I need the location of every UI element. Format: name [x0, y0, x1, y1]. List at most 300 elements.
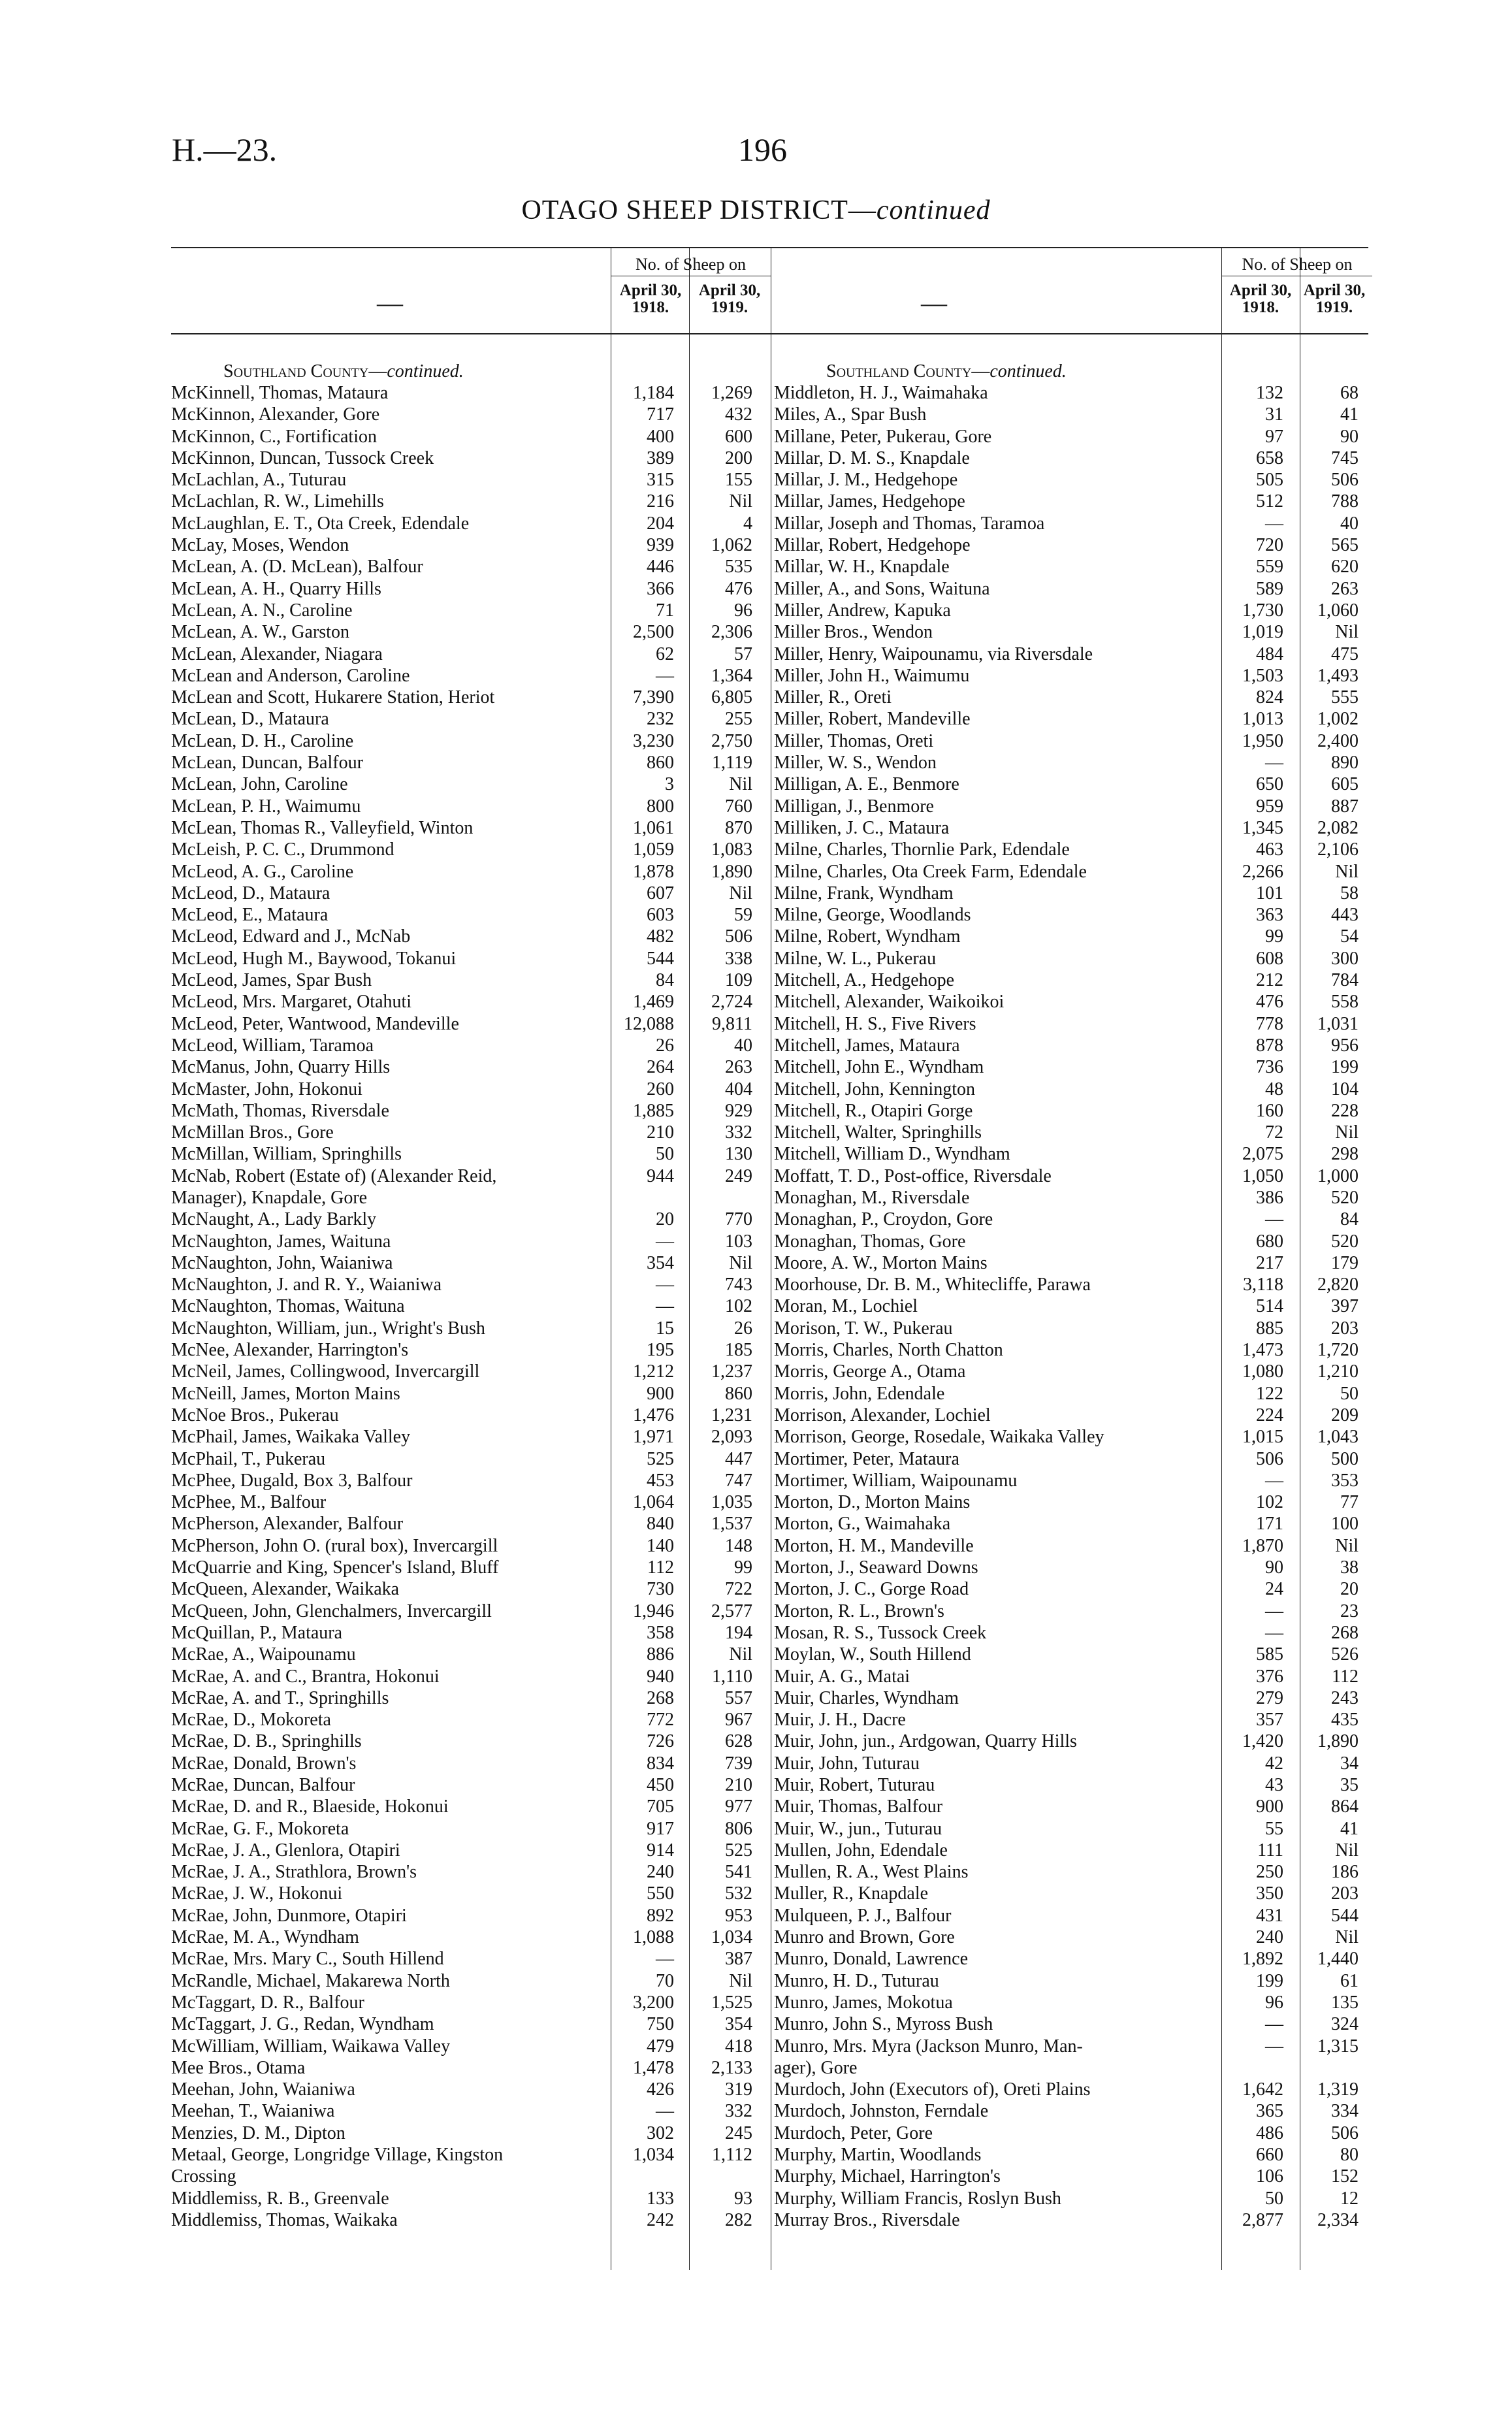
table-row: [774, 1165, 1368, 1187]
owner-name: Muir, John, Tuturau: [774, 1753, 920, 1774]
table-row: [171, 687, 867, 708]
sheep-1919: 61: [1340, 1970, 1359, 1991]
left-section-label: Southland County—: [223, 361, 387, 382]
owner-name: Middlemiss, R. B., Greenvale: [171, 2188, 389, 2209]
sheep-1919: 1,231: [711, 1405, 752, 1425]
sheep-1919: 96: [734, 600, 752, 621]
sheep-1919: 555: [1331, 687, 1359, 708]
owner-name: Mitchell, James, Mataura: [774, 1035, 960, 1056]
owner-name: McPherson, Alexander, Balfour: [171, 1514, 404, 1535]
sheep-1918: 940: [647, 1666, 674, 1687]
sheep-1919: 130: [725, 1144, 752, 1165]
sheep-1918: 302: [647, 2122, 674, 2143]
table-row: [171, 1079, 867, 1100]
owner-name: Muir, Robert, Tuturau: [774, 1775, 935, 1795]
owner-name: McLeod, James, Spar Bush: [171, 970, 372, 991]
owner-name: McPhail, James, Waikaka Valley: [171, 1427, 411, 1448]
owner-name: Moffatt, T. D., Post-office, Riversdale: [774, 1165, 1052, 1186]
sheep-1919: Nil: [729, 491, 752, 512]
sheep-1918: —: [656, 1949, 674, 1970]
owner-name: Miller, R., Oreti: [774, 687, 892, 708]
right-rows: [774, 334, 1368, 2231]
sheep-1918: 1,059: [633, 839, 674, 860]
sheep-1919: 334: [1331, 2101, 1359, 2122]
owner-name: McRandle, Michael, Makarewa North: [171, 1970, 450, 1991]
sheep-1918: 589: [1256, 578, 1283, 599]
sheep-1918: 1,034: [633, 2145, 674, 2166]
sheep-1919: 210: [725, 1775, 752, 1795]
right-table: [774, 247, 1368, 2231]
sheep-1918: 31: [1265, 404, 1283, 425]
sheep-1919: 249: [725, 1165, 752, 1186]
sheep-1918: 878: [1256, 1035, 1283, 1056]
sheep-1919: 41: [1340, 1818, 1359, 1839]
table-row: [774, 1927, 1368, 1948]
owner-name: Murdoch, John (Executors of), Oreti Plains: [774, 2079, 1091, 2100]
sheep-1919: 2,400: [1317, 730, 1359, 751]
left-table: [171, 247, 867, 2231]
table-row: [774, 1209, 1368, 1230]
sheep-1919: 104: [1331, 1079, 1359, 1099]
owner-name: Morrison, Alexander, Lochiel: [774, 1405, 991, 1425]
page-number: 196: [738, 131, 787, 168]
sheep-1919: 263: [725, 1057, 752, 1078]
sheep-1918: 400: [647, 426, 674, 447]
sheep-1919: 397: [1331, 1296, 1359, 1317]
owner-name: Milligan, J., Benmore: [774, 796, 934, 817]
owner-name: McTaggart, D. R., Balfour: [171, 1992, 364, 2013]
left-table-header: [171, 247, 867, 334]
owner-name: Moylan, W., South Hillend: [774, 1644, 971, 1665]
owner-name: Miles, A., Spar Bush: [774, 404, 927, 425]
sheep-1918: 1,469: [633, 992, 674, 1013]
sheep-1919: 956: [1331, 1035, 1359, 1056]
sheep-1919: 418: [725, 2036, 752, 2057]
sheep-1918: —: [656, 1296, 674, 1317]
sheep-1919: 1,060: [1317, 600, 1359, 621]
owner-name: McLeod, William, Taramoa: [171, 1035, 374, 1056]
owner-name: Millar, James, Hedgehope: [774, 491, 965, 512]
owner-name: McMaster, John, Hokonui: [171, 1079, 362, 1099]
table-row: [774, 2100, 1368, 2122]
sheep-1919: 148: [725, 1535, 752, 1556]
sheep-1919: 54: [1340, 926, 1359, 947]
sheep-1918: 1,870: [1242, 1535, 1283, 1556]
table-row: [774, 665, 1368, 687]
owner-name: Miller, Andrew, Kapuka: [774, 600, 951, 621]
sheep-1918: 96: [1265, 1992, 1283, 2013]
sheep-1919: 760: [725, 796, 752, 817]
left-rows: [171, 334, 867, 2231]
sheep-1918: 122: [1256, 1383, 1283, 1404]
sheep-1918: 55: [1265, 1818, 1283, 1839]
owner-name: McQueen, Alexander, Waikaka: [171, 1579, 400, 1600]
sheep-1918: 1,015: [1242, 1427, 1283, 1448]
table-row: [774, 1513, 1368, 1535]
sheep-1919: 324: [1331, 2014, 1359, 2035]
sheep-1918: 268: [647, 1687, 674, 1708]
right-section-continued: continued.: [989, 361, 1067, 382]
owner-name: McLeod, Peter, Wantwood, Mandeville: [171, 1013, 459, 1034]
sheep-1919: [674, 2166, 752, 2187]
sheep-1918: 3,230: [633, 730, 674, 751]
table-row: [171, 621, 867, 643]
sheep-1919: 475: [1331, 643, 1359, 664]
table-row: [171, 1796, 867, 1817]
table-row: [774, 2144, 1368, 2166]
sheep-1919: 1,034: [711, 1927, 752, 1948]
owner-name: Miller, John H., Waimumu: [774, 665, 970, 686]
owner-name: Morton, J., Seaward Downs: [774, 1557, 978, 1578]
owner-name: Mullen, John, Edendale: [774, 1840, 948, 1861]
owner-name: Moorhouse, Dr. B. M., Whitecliffe, Parawa: [774, 1275, 1091, 1295]
table-row: [774, 1448, 1368, 1470]
owner-name: Murdoch, Johnston, Ferndale: [774, 2101, 989, 2122]
table-row: [774, 382, 1368, 404]
sheep-1919: 109: [725, 970, 752, 991]
sheep-1918: 106: [1256, 2166, 1283, 2187]
table-row: [774, 817, 1368, 839]
sheep-1918: 90: [1265, 1557, 1283, 1578]
table-row: [774, 687, 1368, 708]
owner-name: McRae, A. and T., Springhills: [171, 1687, 389, 1708]
sheep-1918: 389: [647, 447, 674, 468]
table-row: [774, 1687, 1368, 1709]
sheep-1918: 112: [647, 1557, 674, 1578]
sheep-1919: 2,724: [711, 992, 752, 1013]
sheep-1919: 245: [725, 2122, 752, 2143]
sheep-1919: 9,811: [712, 1013, 752, 1034]
table-row: [171, 1753, 867, 1774]
sheep-1918: 50: [656, 1144, 674, 1165]
sheep-1919: 506: [1331, 470, 1359, 491]
owner-name: Millane, Peter, Pukerau, Gore: [774, 426, 992, 447]
right-header-col1: April 30, 1918.: [1229, 282, 1292, 316]
owner-name: Muir, W., jun., Tuturau: [774, 1818, 942, 1839]
sheep-1919: 770: [725, 1209, 752, 1230]
right-section-label: Southland County—: [826, 361, 990, 382]
sheep-1919: 967: [725, 1710, 752, 1731]
sheep-1918: 944: [647, 1165, 674, 1186]
sheep-1919: 1,525: [711, 1992, 752, 2013]
sheep-1918: 242: [647, 2209, 674, 2230]
table-row: [171, 382, 867, 404]
table-row: [171, 861, 867, 883]
owner-name: McNaughton, James, Waituna: [171, 1231, 391, 1252]
table-row: [171, 1295, 867, 1317]
sheep-1918: 939: [647, 535, 674, 556]
sheep-1918: 315: [647, 470, 674, 491]
owner-name: Mitchell, H. S., Five Rivers: [774, 1013, 976, 1034]
sheep-1919: 1,720: [1317, 1340, 1359, 1361]
owner-name: Miller, Henry, Waipounamu, via Riversdale: [774, 643, 1093, 664]
left-header-col1: April 30, 1918.: [619, 282, 682, 316]
table-row: [774, 1774, 1368, 1796]
table-row: [774, 883, 1368, 904]
owner-name: Moran, M., Lochiel: [774, 1296, 918, 1317]
owner-name: Murphy, William Francis, Roslyn Bush: [774, 2188, 1061, 2209]
sheep-1919: 2,306: [711, 622, 752, 643]
owner-name: Mitchell, John E., Wyndham: [774, 1057, 984, 1078]
table-row: [774, 1861, 1368, 1883]
sheep-1919: 743: [725, 1275, 752, 1295]
sheep-1918: 1,885: [633, 1100, 674, 1121]
sheep-1919: 745: [1331, 447, 1359, 468]
table-row: [171, 534, 867, 556]
sheep-1918: 885: [1256, 1318, 1283, 1339]
owner-name: McNee, Alexander, Harrington's: [171, 1340, 409, 1361]
sheep-1918: 800: [647, 796, 674, 817]
table-row: [171, 817, 867, 839]
sheep-1918: 1,345: [1242, 817, 1283, 838]
table-row: [774, 1557, 1368, 1578]
owner-name: McNaughton, William, jun., Wright's Bush: [171, 1318, 485, 1339]
sheep-1918: 1,730: [1242, 600, 1283, 621]
owner-name: McLean, Alexander, Niagara: [171, 643, 383, 664]
table-row: [774, 1578, 1368, 1600]
sheep-1919: 432: [725, 404, 752, 425]
sheep-1918: —: [656, 1275, 674, 1295]
table-row: [171, 1274, 867, 1295]
owner-name: Munro, Mrs. Myra (Jackson Munro, Man-: [774, 2036, 1083, 2057]
table-row: [774, 621, 1368, 643]
table-row: [774, 839, 1368, 860]
sheep-1919: 40: [734, 1035, 752, 1056]
table-row: [171, 1187, 867, 1209]
sheep-1919: Nil: [729, 1252, 752, 1273]
table-row: [171, 1927, 867, 1948]
sheep-1918: 140: [647, 1535, 674, 1556]
sheep-1919: 58: [1340, 883, 1359, 903]
sheep-1919: 255: [725, 709, 752, 730]
table-row: [171, 883, 867, 904]
table-row: [171, 404, 867, 425]
owner-name: McRae, D. B., Springhills: [171, 1731, 362, 1752]
owner-name: McNab, Robert (Estate of) (Alexander Reid,: [171, 1165, 497, 1186]
owner-name: Millar, Robert, Hedgehope: [774, 535, 971, 556]
title-main: OTAGO SHEEP DISTRICT—: [521, 195, 877, 225]
sheep-1919: 34: [1340, 1753, 1359, 1774]
sheep-1919: 228: [1331, 1100, 1359, 1121]
table-row: [774, 708, 1368, 730]
sheep-1919: 354: [725, 2014, 752, 2035]
table-row: [171, 1513, 867, 1535]
sheep-1919: 1,890: [1317, 1731, 1359, 1752]
sheep-1918: 24: [1265, 1579, 1283, 1600]
table-row: [171, 1035, 867, 1056]
sheep-1918: 717: [647, 404, 674, 425]
sheep-1919: 103: [725, 1231, 752, 1252]
sheep-1918: 1,476: [633, 1405, 674, 1425]
sheep-1918: 544: [647, 948, 674, 969]
sheep-1918: 376: [1256, 1666, 1283, 1687]
table-row: [171, 1970, 867, 1992]
table-row: [774, 1818, 1368, 1840]
owner-name: McLeod, E., Mataura: [171, 905, 329, 926]
table-row: [774, 643, 1368, 665]
owner-name: Milne, Robert, Wyndham: [774, 926, 961, 947]
owner-name: Manager), Knapdale, Gore: [171, 1187, 368, 1208]
owner-name: Menzies, D. M., Dipton: [171, 2122, 346, 2143]
sheep-1919: 404: [725, 1079, 752, 1099]
sheep-1918: 99: [1265, 926, 1283, 947]
sheep-1918: 240: [647, 1862, 674, 1883]
table-row: [774, 2188, 1368, 2209]
sheep-1919: 887: [1331, 796, 1359, 817]
sheep-1919: 541: [725, 1862, 752, 1883]
table-row: [774, 926, 1368, 947]
sheep-1919: 68: [1340, 383, 1359, 403]
sheep-1919: 628: [725, 1731, 752, 1752]
owner-name: Middleton, H. J., Waimahaka: [774, 383, 988, 403]
owner-name: Moore, A. W., Morton Mains: [774, 1252, 988, 1273]
sheep-1918: 111: [1257, 1840, 1283, 1861]
table-row: [171, 969, 867, 991]
owner-name: Munro, John S., Myross Bush: [774, 2014, 993, 2035]
owner-name: McRae, D. and R., Blaeside, Hokonui: [171, 1797, 449, 1817]
owner-name: McNaughton, J. and R. Y., Waianiwa: [171, 1275, 442, 1295]
sheep-1919: 520: [1331, 1231, 1359, 1252]
sheep-1918: 484: [1256, 643, 1283, 664]
owner-name: Miller Bros., Wendon: [774, 622, 933, 643]
table-row: [774, 1035, 1368, 1056]
right-header-dash: —: [921, 288, 947, 317]
table-row: [171, 1905, 867, 1927]
sheep-1918: 363: [1256, 905, 1283, 926]
sheep-1918: 365: [1256, 2101, 1283, 2122]
sheep-1919: 200: [725, 447, 752, 468]
owner-name: Muller, R., Knapdale: [774, 1883, 929, 1904]
table-row: [774, 447, 1368, 469]
owner-name: Milne, Charles, Ota Creek Farm, Edendale: [774, 861, 1087, 882]
table-row: [171, 1056, 867, 1078]
sheep-1918: 453: [647, 1470, 674, 1491]
sheep-1919: 890: [1331, 753, 1359, 773]
table-row: [171, 1339, 867, 1361]
sheep-1918: 195: [647, 1340, 674, 1361]
owner-name: McPherson, John O. (rural box), Invercargill: [171, 1535, 498, 1556]
sheep-1919: 1,440: [1317, 1949, 1359, 1970]
sheep-1918: 42: [1265, 1753, 1283, 1774]
sheep-1919: Nil: [729, 1644, 752, 1665]
table-row: [171, 773, 867, 795]
table-row: [774, 796, 1368, 817]
owner-name: Monaghan, Thomas, Gore: [774, 1231, 966, 1252]
table-row: [171, 1013, 867, 1035]
sheep-1919: 243: [1331, 1687, 1359, 1708]
sheep-1918: 2,500: [633, 622, 674, 643]
sheep-1918: 650: [1256, 774, 1283, 795]
sheep-1918: —: [1265, 753, 1283, 773]
left-section-heading: [171, 361, 867, 382]
sheep-1919: 387: [725, 1949, 752, 1970]
sheep-1919: Nil: [1335, 861, 1359, 882]
sheep-1918: 26: [656, 1035, 674, 1056]
sheep-1918: 171: [1256, 1514, 1283, 1535]
table-row: [774, 1383, 1368, 1405]
table-row: [171, 1883, 867, 1904]
sheep-1918: 199: [1256, 1970, 1283, 1991]
owner-name: Miller, W. S., Wendon: [774, 753, 937, 773]
sheep-1919: 1,210: [1317, 1361, 1359, 1382]
table-row: [774, 1470, 1368, 1491]
table-row: [774, 1601, 1368, 1622]
sheep-1919: 600: [725, 426, 752, 447]
sheep-1919: 194: [725, 1622, 752, 1643]
owner-name: Miller, Robert, Mandeville: [774, 709, 971, 730]
sheep-1918: 525: [647, 1448, 674, 1469]
table-row: [171, 643, 867, 665]
sheep-1919: 20: [1340, 1579, 1359, 1600]
owner-name: Millar, Joseph and Thomas, Taramoa: [774, 513, 1045, 534]
owner-name: McRae, Mrs. Mary C., South Hillend: [171, 1949, 444, 1970]
table-row: [774, 1013, 1368, 1035]
sheep-1919: 84: [1340, 1209, 1359, 1230]
sheep-1918: 358: [647, 1622, 674, 1643]
table-row: [171, 1448, 867, 1470]
owner-name: McMillan, William, Springhills: [171, 1144, 402, 1165]
sheep-1918: 450: [647, 1775, 674, 1795]
sheep-1919: 2,577: [711, 1601, 752, 1621]
sheep-1918: 959: [1256, 796, 1283, 817]
sheep-1918: 750: [647, 2014, 674, 2035]
table-row: [171, 1252, 867, 1274]
owner-name: Morton, G., Waimahaka: [774, 1514, 951, 1535]
sheep-1919: 864: [1331, 1797, 1359, 1817]
table-row: [171, 2166, 867, 2187]
sheep-1919: 102: [725, 1296, 752, 1317]
sheep-1919: 35: [1340, 1775, 1359, 1795]
sheep-1919: 1,062: [711, 535, 752, 556]
sheep-1918: 479: [647, 2036, 674, 2057]
owner-name: McLean, P. H., Waimumu: [171, 796, 361, 817]
owner-name: Milne, Frank, Wyndham: [774, 883, 954, 903]
owner-name: Mulqueen, P. J., Balfour: [774, 1905, 952, 1926]
sheep-1918: 216: [647, 491, 674, 512]
sheep-1919: 532: [725, 1883, 752, 1904]
owner-name: McNeil, James, Collingwood, Invercargill: [171, 1361, 480, 1382]
sheep-1918: 900: [647, 1383, 674, 1404]
sheep-1918: 260: [647, 1079, 674, 1099]
owner-name: McLaughlan, E. T., Ota Creek, Edendale: [171, 513, 470, 534]
owner-name: Morton, H. M., Mandeville: [774, 1535, 974, 1556]
table-row: [171, 2144, 867, 2166]
left-header-col2: April 30, 1919.: [698, 282, 761, 316]
sheep-1918: —: [1265, 1622, 1283, 1643]
sheep-1919: 525: [725, 1840, 752, 1861]
table-row: [774, 861, 1368, 883]
sheep-1918: 97: [1265, 426, 1283, 447]
sheep-1918: 1,878: [633, 861, 674, 882]
sheep-1918: 1,212: [633, 1361, 674, 1382]
table-row: [774, 1905, 1368, 1927]
table-row: [171, 948, 867, 969]
table-row: [171, 1818, 867, 1840]
sheep-1918: 892: [647, 1905, 674, 1926]
table-row: [171, 991, 867, 1013]
sheep-1919: 59: [734, 905, 752, 926]
owner-name: McLean, A. W., Garston: [171, 622, 349, 643]
owner-name: Morris, John, Edendale: [774, 1383, 945, 1404]
owner-name: McPhee, Dugald, Box 3, Balfour: [171, 1470, 413, 1491]
sheep-1919: 38: [1340, 1557, 1359, 1578]
sheep-1919: 1,493: [1317, 665, 1359, 686]
sheep-1918: 1,892: [1242, 1949, 1283, 1970]
sheep-1919: 1,110: [712, 1666, 752, 1687]
sheep-1918: 20: [656, 1209, 674, 1230]
table-row: [171, 1687, 867, 1709]
table-row: [774, 2036, 1368, 2057]
